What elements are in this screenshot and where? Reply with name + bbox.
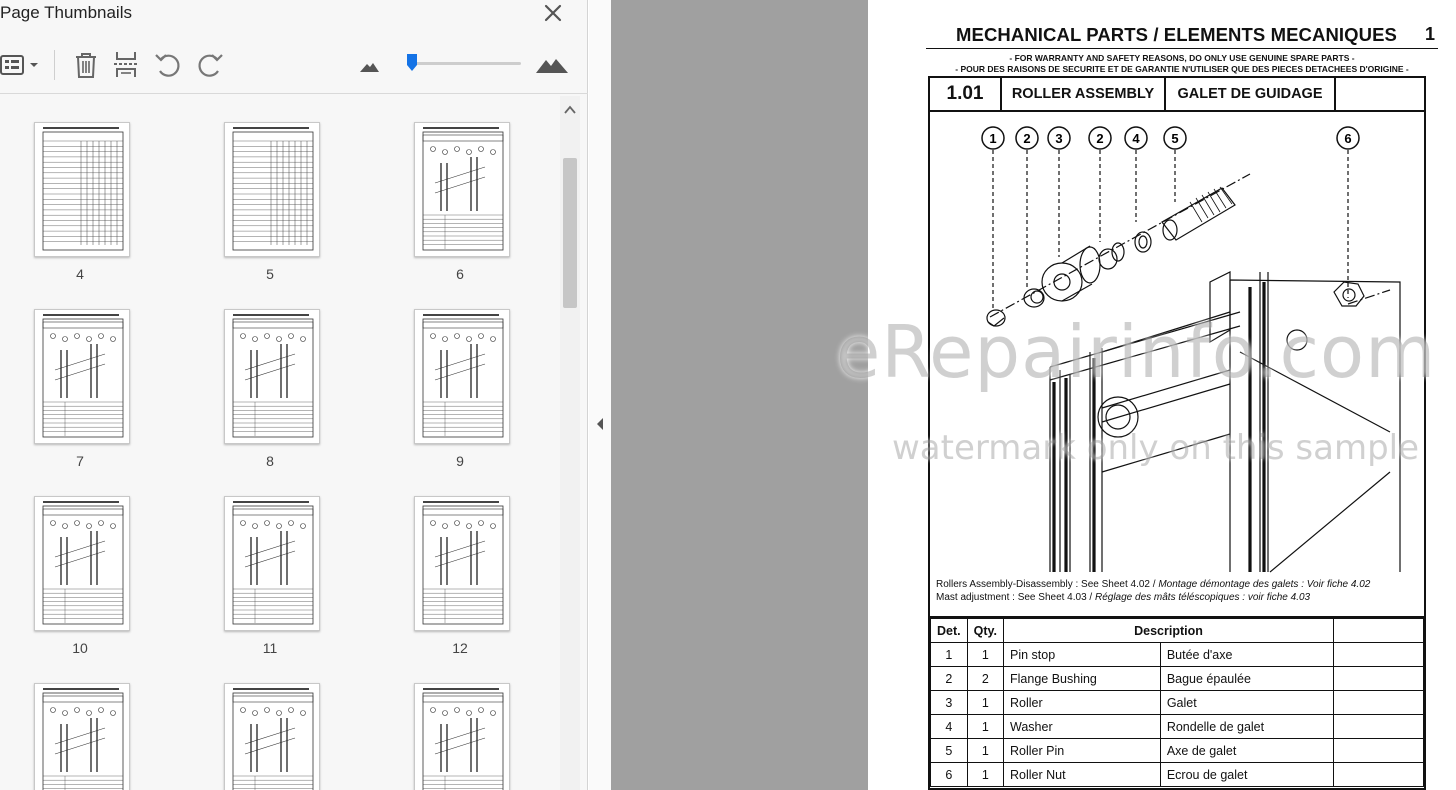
- callout-marker: [1337, 127, 1359, 149]
- thumbnail-page[interactable]: [0, 283, 160, 469]
- callout-marker: [1016, 127, 1038, 149]
- page-thumbnails-panel: [0, 0, 588, 790]
- cell-qty: 1: [967, 643, 1003, 667]
- table-row: [931, 667, 1424, 691]
- svg-text:6: 6: [1344, 131, 1352, 146]
- table-row: [931, 715, 1424, 739]
- document-page: [868, 0, 1456, 790]
- thumbnail-preview: [224, 122, 320, 257]
- note-mast-en: Mast adjustment : See Sheet 4.03 /: [936, 592, 1095, 603]
- document-background: [611, 0, 868, 790]
- cell-desc-en: Flange Bushing: [1004, 667, 1161, 691]
- section-header: [930, 78, 1424, 112]
- callout-marker: [1089, 127, 1111, 149]
- cell-desc-en: Roller Pin: [1004, 739, 1161, 763]
- thumbnail-page[interactable]: [380, 283, 540, 469]
- warning-en: - FOR WARRANTY AND SAFETY REASONS, DO ONLY USE GENUINE SPARE PARTS -: [1009, 53, 1355, 63]
- thumbnail-options-icon: [0, 49, 44, 81]
- thumbnail-scrollbar[interactable]: [560, 96, 580, 790]
- thumbnail-page-number: 8: [266, 453, 274, 469]
- close-icon[interactable]: [540, 0, 566, 26]
- table-row: [931, 763, 1424, 787]
- rotate-clockwise-button[interactable]: [194, 49, 226, 81]
- thumbnail-preview: [34, 122, 130, 257]
- cell-blank: [1334, 667, 1424, 691]
- delete-pages-button[interactable]: [70, 49, 102, 81]
- trash-icon: [70, 49, 102, 81]
- header-det: Det.: [931, 619, 968, 643]
- cell-desc-fr: Axe de galet: [1160, 739, 1333, 763]
- header-description: Description: [1004, 619, 1334, 643]
- note-assembly: [936, 579, 1370, 590]
- table-header-row: [931, 619, 1424, 643]
- thumbnail-preview: [224, 496, 320, 631]
- cell-blank: [1334, 739, 1424, 763]
- mountain-small-icon: [356, 49, 388, 81]
- thumbnail-page-number: 6: [456, 266, 464, 282]
- thumbnail-page[interactable]: [380, 657, 540, 790]
- parts-table-body: [931, 643, 1424, 787]
- thumbnail-page[interactable]: [380, 470, 540, 656]
- toolbar-divider: [54, 50, 55, 80]
- thumbnail-page[interactable]: [190, 283, 350, 469]
- note-mast-fr: Réglage des mâts téléscopiques : voir fiche 4.03: [1094, 592, 1311, 603]
- cell-desc-fr: Bague épaulée: [1160, 667, 1333, 691]
- panel-header: [0, 0, 588, 34]
- svg-text:4: 4: [1132, 131, 1140, 146]
- callout-marker: [1164, 127, 1186, 149]
- title-rule: [926, 48, 1438, 49]
- thumbnail-grid: [0, 96, 580, 790]
- thumbnail-page[interactable]: [0, 657, 160, 790]
- panel-gutter: [589, 0, 611, 790]
- note-mast: [936, 592, 1310, 603]
- thumbnail-preview: [34, 309, 130, 444]
- thumbnail-page-number: 7: [76, 453, 84, 469]
- insert-pages-button[interactable]: [110, 49, 142, 81]
- cell-qty: 1: [967, 763, 1003, 787]
- thumbnail-preview: [34, 683, 130, 790]
- cell-blank: [1334, 763, 1424, 787]
- watermark-main: eRepairinfo.com: [836, 310, 1437, 394]
- thumbnail-page[interactable]: [190, 657, 350, 790]
- cell-blank: [1334, 715, 1424, 739]
- cell-desc-fr: Ecrou de galet: [1160, 763, 1333, 787]
- scrollbar-thumb[interactable]: [563, 158, 577, 308]
- thumbnail-preview: [224, 683, 320, 790]
- thumbnail-page-number: 12: [452, 640, 468, 656]
- slider-handle[interactable]: [406, 53, 418, 72]
- thumbnail-page-number: 11: [262, 640, 278, 656]
- cell-desc-en: Pin stop: [1004, 643, 1161, 667]
- thumbnail-page-number: 10: [72, 640, 88, 656]
- page-title: MECHANICAL PARTS / ELEMENTS MECANIQUES: [956, 24, 1397, 45]
- section-code: 1.01: [930, 78, 1002, 110]
- section-name-fr: GALET DE GUIDAGE: [1166, 78, 1336, 110]
- thumbnail-page[interactable]: [0, 96, 160, 282]
- parts-table: [930, 618, 1424, 787]
- thumbnail-page-number: 9: [456, 453, 464, 469]
- table-row: [931, 739, 1424, 763]
- mountain-large-icon: [534, 49, 570, 81]
- cell-desc-fr: Galet: [1160, 691, 1333, 715]
- cell-desc-fr: Rondelle de galet: [1160, 715, 1333, 739]
- svg-text:2: 2: [1023, 131, 1031, 146]
- cell-det: 1: [931, 643, 968, 667]
- thumbnail-preview: [414, 496, 510, 631]
- thumbnail-toolbar: [0, 36, 588, 94]
- rotate-counterclockwise-button[interactable]: [152, 49, 184, 81]
- thumbnail-size-slider[interactable]: [408, 62, 521, 65]
- callout-marker: [1125, 127, 1147, 149]
- page-number: 1: [1425, 24, 1436, 44]
- chevron-left-icon: [594, 414, 606, 434]
- panel-title: Page Thumbnails: [0, 3, 132, 22]
- section-name-en: ROLLER ASSEMBLY: [1002, 78, 1166, 110]
- cell-qty: 1: [967, 715, 1003, 739]
- thumbnail-page-number: 5: [266, 266, 274, 282]
- thumbnail-preview: [414, 683, 510, 790]
- cell-blank: [1334, 643, 1424, 667]
- cell-blank: [1334, 691, 1424, 715]
- callout-markers: [982, 127, 1359, 149]
- svg-text:2: 2: [1096, 131, 1104, 146]
- header-blank: [1334, 619, 1424, 643]
- thumbnail-preview: [414, 122, 510, 257]
- note-assembly-en: Rollers Assembly-Disassembly : See Sheet 4.02 /: [936, 579, 1159, 590]
- svg-text:3: 3: [1055, 131, 1063, 146]
- thumbnail-preview: [34, 496, 130, 631]
- insert-pages-icon: [110, 49, 142, 81]
- note-assembly-fr: Montage démontage des galets : Voir fiche 4.02: [1158, 579, 1371, 590]
- scroll-up-arrow[interactable]: [564, 102, 576, 112]
- cell-qty: 1: [967, 691, 1003, 715]
- thumbnail-page[interactable]: [0, 470, 160, 656]
- cell-desc-en: Washer: [1004, 715, 1161, 739]
- thumbnail-options-button[interactable]: [0, 49, 44, 81]
- callout-marker: [982, 127, 1004, 149]
- thumbnail-page[interactable]: [190, 96, 350, 282]
- thumbnail-page[interactable]: [380, 96, 540, 282]
- warning-fr: - POUR DES RAISONS DE SECURITE ET DE GARANTIE N'UTILISER QUE DES PIECES DETACHEES D'ORIGINE -: [955, 64, 1409, 74]
- zoom-in-thumbnails-button[interactable]: [534, 49, 570, 81]
- cell-det: 4: [931, 715, 968, 739]
- cell-det: 3: [931, 691, 968, 715]
- cell-det: 6: [931, 763, 968, 787]
- cell-qty: 2: [967, 667, 1003, 691]
- cell-det: 2: [931, 667, 968, 691]
- svg-text:1: 1: [989, 131, 997, 146]
- cell-desc-en: Roller Nut: [1004, 763, 1161, 787]
- thumbnail-preview: [224, 309, 320, 444]
- cell-det: 5: [931, 739, 968, 763]
- header-qty: Qty.: [967, 619, 1003, 643]
- thumbnail-preview: [414, 309, 510, 444]
- table-row: [931, 691, 1424, 715]
- rotate-clockwise-icon: [194, 49, 226, 81]
- collapse-panel-button[interactable]: [594, 414, 606, 434]
- cell-desc-en: Roller: [1004, 691, 1161, 715]
- cell-qty: 1: [967, 739, 1003, 763]
- svg-text:5: 5: [1171, 131, 1179, 146]
- zoom-out-thumbnails-button[interactable]: [356, 49, 388, 81]
- thumbnail-page-number: 4: [76, 266, 84, 282]
- callout-marker: [1048, 127, 1070, 149]
- thumbnail-page[interactable]: [190, 470, 350, 656]
- cell-desc-fr: Butée d'axe: [1160, 643, 1333, 667]
- watermark-sub: watermark only on this sample: [892, 428, 1420, 468]
- table-row: [931, 643, 1424, 667]
- rotate-counterclockwise-icon: [152, 49, 184, 81]
